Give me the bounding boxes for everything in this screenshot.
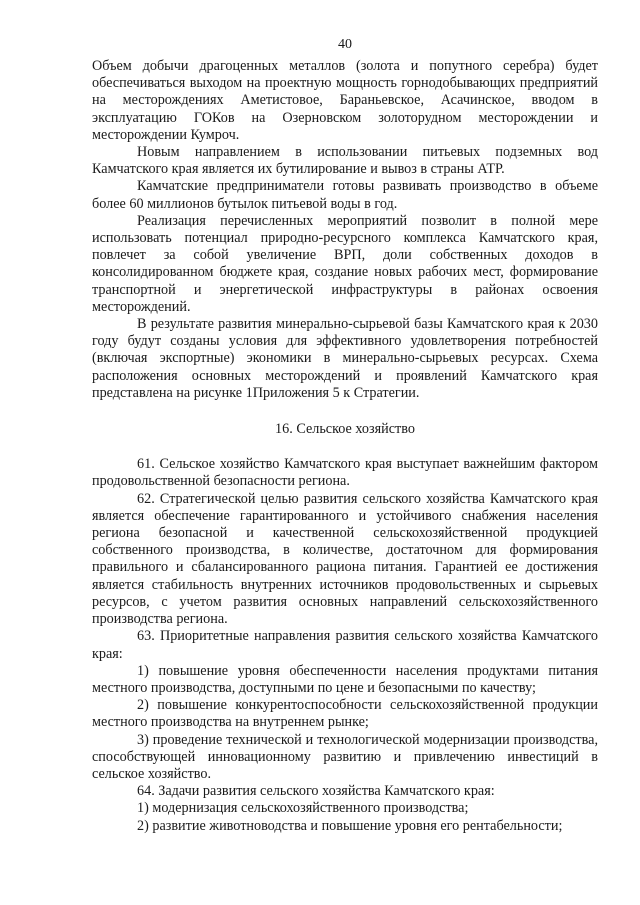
list-item: 3) проведение технической и технологической модернизации производства, способствующей инновационному развитию и привлечению инвестиций в сельское хозяйство. xyxy=(92,731,598,782)
paragraph: Камчатские предприниматели готовы развивать производство в объеме более 60 миллионов бутылок питьевой воды в год. xyxy=(92,178,598,212)
paragraph: В результате развития минерально-сырьевой базы Камчатского края к 2030 году будут созданы условия для эффективного удовлетворения потребностей (включая экспортные) экономики в минерально-сырьевых ресурсах. Схема расположения основных месторождений и проявлений Камчатского края представлена на рисунке 1Приложения 5 к Стратегии. xyxy=(92,316,598,401)
document-page xyxy=(92,36,598,835)
paragraph: Реализация перечисленных мероприятий позволит в полной мере использовать потенциал природно-ресурсного комплекса Камчатского края, повлечет за собой увеличение ВРП, доли собственных доходов в консолидированном бюджете края, создание новых рабочих мест, формирование транспортной и энергетической инфраструктуры в районах освоения месторождений. xyxy=(92,212,598,315)
list-item: 2) повышение конкурентоспособности сельскохозяйственной продукции местного производства на внутреннем рынке; xyxy=(92,697,598,731)
paragraph: 62. Стратегической целью развития сельского хозяйства Камчатского края является обеспечение гарантированного и устойчивого снабжения населения региона безопасной и качественной сельскохозяйственной продукцией собственного производства, в количестве, достаточном для формирования правильного и сбалансированного рациона питания. Гарантией ее достижения является стабильность внутренних источников продовольственных и сырьевых ресурсов, с учетом развития основных направлений сельскохозяйственного производства региона. xyxy=(92,490,598,628)
page-number: 40 xyxy=(338,37,352,52)
section-heading: 16. Сельское хозяйство xyxy=(275,421,415,438)
paragraph: 64. Задачи развития сельского хозяйства Камчатского края: xyxy=(137,783,495,800)
paragraph: Новым направлением в использовании питьевых подземных вод Камчатского края является их бутилирование и вывоз в страны АТР. xyxy=(92,144,598,178)
paragraph: 61. Сельское хозяйство Камчатского края выступает важнейшим фактором продовольственной безопасности региона. xyxy=(92,456,598,490)
list-item: 1) модернизация сельскохозяйственного производства; xyxy=(137,800,469,817)
paragraph: 63. Приоритетные направления развития сельского хозяйства Камчатского края: xyxy=(92,628,598,662)
list-item: 2) развитие животноводства и повышение уровня его рентабельности; xyxy=(137,817,563,834)
list-item: 1) повышение уровня обеспеченности населения продуктами питания местного производства, доступными по цене и безопасными по качеству; xyxy=(92,662,598,696)
paragraph: Объем добычи драгоценных металлов (золота и попутного серебра) будет обеспечиваться выходом на проектную мощность горнодобывающих предприятий на месторождениях Аметистовое, Бараньевское, Асачинское, вводом в эксплуатацию ГОКов на Озерновском золоторудном месторождении и месторождении Кумроч. xyxy=(92,58,598,143)
